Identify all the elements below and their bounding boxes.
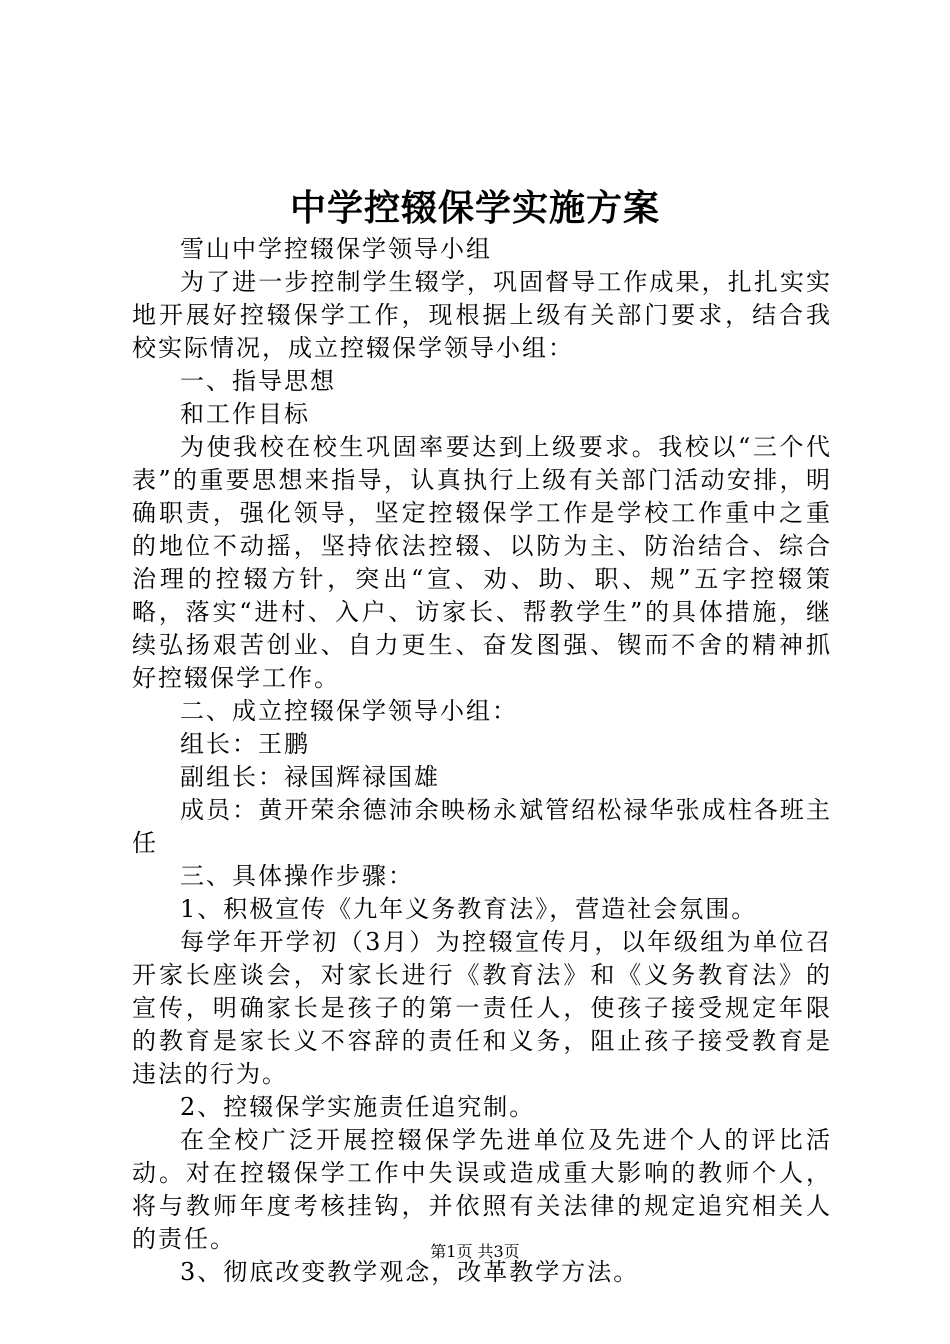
paragraph: 在全校广泛开展控辍保学先进单位及先进个人的评比活动。对在控辍保学工作中失误或造成重大影响的教师个人，将与教师年度考核挂钩，并依照有关法律的规定追究相关人的责任。 bbox=[132, 1126, 832, 1253]
section-heading: 二、成立控辍保学领导小组： bbox=[180, 697, 518, 725]
document-title: 中学控辍保学实施方案 bbox=[289, 187, 660, 229]
paragraph: 为了进一步控制学生辍学，巩固督导工作成果，扎扎实实地开展好控辍保学工作，现根据上级有关部门要求，结合我校实际情况，成立控辍保学领导小组： bbox=[132, 268, 832, 362]
subsection-heading: 1、积极宣传《九年义务教育法》，营造社会氛围。 bbox=[180, 895, 758, 923]
paragraph: 每学年开学初（3月）为控辍宣传月，以年级组为单位召开家长座谈会，对家长进行《教育法》和《义务教育法》的宣传，明确家长是孩子的第一责任人，使孩子接受规定年限的教育是家长义不容辞的责任和义务，阻止孩子接受教育是违法的行为。 bbox=[132, 928, 832, 1088]
section-heading: 三、具体操作步骤： bbox=[180, 862, 414, 890]
section-heading: 和工作目标 bbox=[180, 400, 310, 428]
paragraph: 成员：黄开荣余德沛余映杨永斌管绍松禄华张成柱各班主任 bbox=[132, 796, 832, 857]
paragraph: 为使我校在校生巩固率要达到上级要求。我校以“三个代表”的重要思想来指导，认真执行上级有关部门活动安排，明确职责，强化领导，坚定控辍保学工作是学校工作重中之重的地位不动摇，坚持依法控辍、以防为主、防治结合、综合治理的控辍方针，突出“宣、劝、助、职、规”五字控辍策略，落实“进村、入户、访家长、帮教学生”的具体措施，继续弘扬艰苦创业、自力更生、奋发图强、锲而不舍的精神抓好控辍保学工作。 bbox=[132, 433, 832, 692]
paragraph: 雪山中学控辍保学领导小组 bbox=[180, 235, 492, 263]
document-body bbox=[132, 233, 832, 1289]
paragraph: 组长：王鹏 bbox=[180, 730, 310, 758]
subsection-heading: 2、控辍保学实施责任追究制。 bbox=[180, 1093, 536, 1121]
section-heading: 一、指导思想 bbox=[180, 367, 336, 395]
subsection-heading: 3、彻底改变教学观念，改革教学方法。 bbox=[180, 1258, 640, 1286]
page-footer: 第1页 共3页 bbox=[430, 1242, 520, 1261]
paragraph: 副组长：禄国辉禄国雄 bbox=[180, 763, 440, 791]
